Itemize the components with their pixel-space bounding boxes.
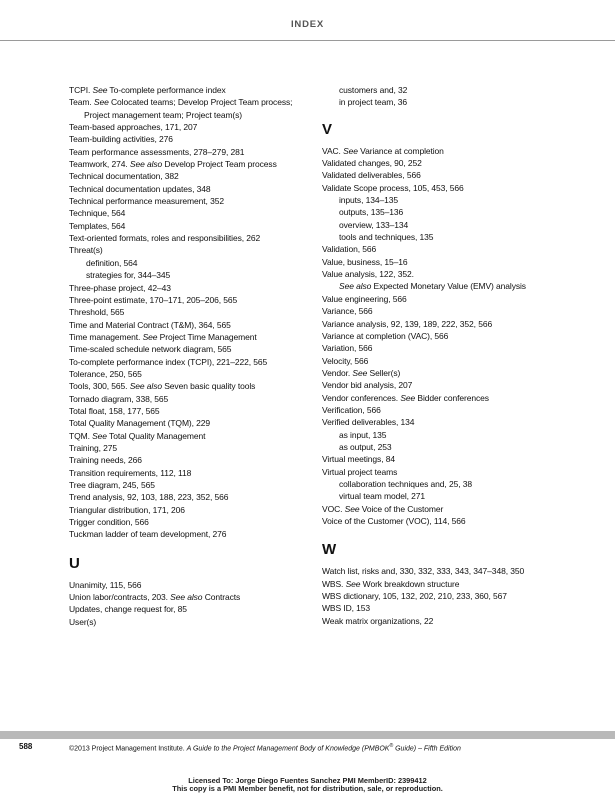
entry-text: Team. — [69, 97, 94, 108]
index-entry — [322, 256, 582, 268]
index-entry — [69, 109, 329, 121]
entry-text: To-complete performance index — [107, 85, 226, 95]
index-subentry — [322, 231, 582, 243]
header-rule — [0, 40, 615, 41]
index-entry — [69, 516, 329, 528]
cross-reference-term: See also — [170, 592, 203, 603]
entry-text: Expected Monetary Value (EMV) analysis — [371, 281, 526, 292]
index-column-left — [69, 84, 329, 628]
entry-text: Validated deliverables, 566 — [322, 170, 421, 181]
entry-text: Total Quality Management (TQM), 229 — [69, 418, 211, 429]
index-entry — [69, 591, 329, 603]
cross-reference-term: Guide) – Fifth Edition — [393, 745, 461, 753]
entry-text: WBS dictionary, 105, 132, 202, 210, 233, 360, 567 — [322, 591, 507, 602]
index-subentry — [69, 269, 329, 281]
cross-reference-term: A Guide to the Project Management Body of Knowledge (PMBOK — [186, 745, 390, 753]
index-entry — [322, 157, 582, 169]
index-entry — [69, 220, 329, 232]
entry-text: Virtual meetings, 84 — [322, 454, 395, 465]
index-entry — [69, 121, 329, 133]
cross-reference-term: See also — [129, 159, 163, 170]
index-entry — [69, 579, 329, 591]
cross-reference-term: See — [345, 578, 361, 589]
page-number: 588 — [19, 742, 33, 751]
entry-text: Voice of the Customer — [359, 503, 444, 514]
entry-text: in project team, 36 — [339, 97, 408, 108]
index-entry — [69, 319, 329, 331]
index-entry — [69, 232, 329, 244]
entry-text: Three-phase project, 42–43 — [69, 282, 171, 293]
entry-text: inputs, 134–135 — [339, 195, 398, 206]
index-subentry — [322, 490, 582, 502]
cross-reference-term: See — [92, 430, 107, 441]
index-entry — [69, 417, 329, 429]
entry-text: Validated changes, 90, 252 — [322, 158, 422, 169]
entry-text: Value engineering, 566 — [322, 293, 407, 304]
cross-reference-term: See — [142, 331, 158, 342]
entry-text: virtual team model, 271 — [339, 491, 426, 502]
index-entry — [69, 616, 329, 628]
entry-text: Team performance assessments, 278–279, 281 — [69, 146, 245, 157]
cross-reference-term: See also — [129, 381, 162, 392]
entry-text: Validate Scope process, 105, 453, 566 — [322, 182, 464, 193]
entry-text: Technical documentation updates, 348 — [69, 183, 211, 194]
entry-text: Velocity, 566 — [322, 355, 369, 366]
entry-text: Union labor/contracts, 203. — [69, 592, 171, 603]
entry-text: Trend analysis, 92, 103, 188, 223, 352, 566 — [69, 492, 229, 503]
footer-citation — [69, 743, 461, 752]
entry-text: definition, 564 — [86, 257, 138, 268]
index-entry — [322, 305, 582, 317]
entry-text: Variance analysis, 92, 139, 189, 222, 352, 566 — [322, 318, 493, 329]
entry-text: Three-point estimate, 170–171, 205–206, 565 — [69, 294, 238, 305]
cross-reference-term: See — [92, 85, 108, 95]
index-entry — [322, 602, 582, 614]
entry-text: User(s) — [69, 616, 97, 627]
index-entry — [69, 207, 329, 219]
entry-text: Voice of the Customer (VOC), 114, 566 — [322, 516, 466, 526]
entry-text: Validation, 566 — [322, 244, 377, 255]
index-column-right — [322, 84, 582, 627]
entry-text: Tools, 300, 565. — [69, 381, 130, 392]
index-entry — [322, 293, 582, 305]
index-entry — [322, 145, 582, 157]
index-entry — [322, 466, 582, 478]
index-entry — [322, 503, 582, 515]
entry-text: Tornado diagram, 338, 565 — [69, 393, 169, 404]
entry-text: Team-building activities, 276 — [69, 134, 173, 145]
section-letter: U — [69, 554, 80, 572]
index-subentry — [322, 206, 582, 218]
entry-text: Variance, 566 — [322, 306, 373, 317]
entry-text: Training, 275 — [69, 442, 117, 453]
entry-text: Team-based approaches, 171, 207 — [69, 122, 198, 133]
index-entry — [322, 590, 582, 602]
section-letter: V — [322, 120, 333, 138]
entry-text: Threshold, 565 — [69, 307, 125, 318]
entry-text: ©2013 Project Management Institute. — [69, 745, 187, 753]
index-entry — [69, 158, 329, 170]
entry-text: outputs, 135–136 — [339, 207, 404, 218]
cross-reference-term: See — [344, 503, 360, 514]
entry-text: Time and Material Contract (T&M), 364, 565 — [69, 319, 231, 330]
index-entry — [322, 330, 582, 342]
entry-text: Vendor conferences. — [322, 392, 401, 403]
entry-text: Verification, 566 — [322, 404, 381, 415]
entry-text: Variance at completion (VAC), 566 — [322, 330, 449, 341]
entry-text: collaboration techniques and, 25, 38 — [339, 478, 472, 489]
entry-text: Bidder conferences — [415, 392, 489, 403]
entry-text: Value analysis, 122, 352. — [322, 269, 414, 280]
entry-text: Tree diagram, 245, 565 — [69, 480, 155, 490]
entry-text: VOC. — [322, 503, 345, 514]
entry-text: Templates, 564 — [69, 220, 126, 231]
index-entry — [322, 268, 582, 280]
index-entry — [69, 368, 329, 380]
entry-text: Time management. — [69, 331, 143, 342]
index-entry — [69, 183, 329, 195]
index-entry — [69, 603, 329, 615]
index-entry — [69, 442, 329, 454]
index-entry — [69, 244, 329, 256]
entry-text: Contracts — [202, 592, 241, 603]
index-subentry — [322, 478, 582, 490]
index-entry — [69, 491, 329, 503]
index-subentry — [322, 84, 582, 96]
index-entry — [69, 528, 329, 540]
entry-text: TQM. — [69, 430, 93, 441]
cross-reference-term: See also — [339, 281, 372, 292]
index-entry — [322, 169, 582, 181]
entry-text: Unanimity, 115, 566 — [69, 579, 142, 590]
entry-text: Updates, change request for, 85 — [69, 604, 187, 615]
entry-text: Training needs, 266 — [69, 455, 142, 466]
entry-text: Vendor bid analysis, 207 — [322, 380, 413, 391]
entry-text: Project management team; Project team(s) — [84, 109, 243, 120]
section-letter: W — [322, 541, 337, 559]
entry-text: Technical documentation, 382 — [69, 171, 179, 182]
entry-text: Teamwork, 274. — [69, 159, 130, 170]
index-entry — [322, 342, 582, 354]
entry-text: Tolerance, 250, 565 — [69, 368, 142, 379]
index-entry — [322, 392, 582, 404]
entry-text: To-complete performance index (TCPI), 221–222, 565 — [69, 356, 268, 367]
entry-text: Verified deliverables, 134 — [322, 417, 415, 428]
index-entry — [69, 479, 329, 491]
entry-text: Value, business, 15–16 — [322, 256, 408, 267]
entry-text: Triangular distribution, 171, 206 — [69, 504, 185, 515]
entry-text: Colocated teams; Develop Project Team process; — [108, 97, 293, 108]
entry-text: Text-oriented formats, roles and responsibilities, 262 — [69, 233, 261, 244]
entry-text: Total Quality Management — [106, 430, 206, 441]
index-entry — [69, 454, 329, 466]
entry-text: VAC. — [322, 145, 344, 156]
footer-band — [0, 731, 615, 739]
entry-text: Time-scaled schedule network diagram, 565 — [69, 344, 232, 355]
entry-text: Weak matrix organizations, 22 — [322, 615, 434, 626]
index-entry — [322, 578, 582, 590]
cross-reference-term: See — [352, 367, 368, 378]
index-entry — [322, 355, 582, 367]
entry-text: Threat(s) — [69, 245, 103, 256]
cross-reference-term: ® — [389, 743, 394, 749]
index-subentry — [322, 194, 582, 206]
index-entry — [69, 96, 329, 108]
index-subentry — [322, 96, 582, 108]
running-header: INDEX — [290, 19, 325, 30]
entry-text: Variance at completion — [357, 145, 444, 156]
entry-text: Watch list, risks and, 330, 332, 333, 343, 347–348, 350 — [322, 566, 525, 577]
index-entry — [322, 515, 582, 527]
entry-text: Seven basic quality tools — [161, 381, 256, 392]
entry-text: overview, 133–134 — [339, 219, 409, 230]
index-subentry — [322, 441, 582, 453]
entry-text: Technical performance measurement, 352 — [69, 196, 224, 207]
index-entry — [322, 243, 582, 255]
index-entry — [322, 453, 582, 465]
entry-text: strategies for, 344–345 — [86, 270, 171, 281]
entry-text: WBS ID, 153 — [322, 603, 371, 614]
license-line-2: This copy is a PMI Member benefit, not for distribution, sale, or reproduction. — [172, 784, 443, 793]
entry-text: Develop Project Team process — [162, 159, 277, 170]
entry-text: Project Time Management — [157, 331, 257, 342]
entry-text: WBS. — [322, 578, 346, 589]
entry-text: Vendor. — [322, 367, 353, 378]
index-entry — [322, 379, 582, 391]
index-entry — [69, 331, 329, 343]
entry-text: Total float, 158, 177, 565 — [69, 405, 160, 416]
index-entry — [322, 182, 582, 194]
index-entry — [69, 343, 329, 355]
index-subentry — [322, 429, 582, 441]
entry-text: customers and, 32 — [339, 85, 408, 95]
entry-text: as input, 135 — [339, 429, 387, 440]
index-entry — [322, 615, 582, 627]
entry-text: Trigger condition, 566 — [69, 517, 149, 528]
entry-text: TCPI. — [69, 85, 93, 95]
index-entry — [69, 306, 329, 318]
cross-reference-term: See — [400, 392, 416, 403]
index-entry — [69, 504, 329, 516]
entry-text: Technique, 564 — [69, 208, 126, 219]
entry-text: Virtual project teams — [322, 466, 398, 477]
entry-text: Seller(s) — [367, 367, 401, 378]
entry-text: tools and techniques, 135 — [339, 232, 434, 243]
entry-text: Variation, 566 — [322, 343, 373, 354]
index-entry — [322, 416, 582, 428]
index-entry — [69, 282, 329, 294]
index-entry — [69, 356, 329, 368]
index-entry — [322, 404, 582, 416]
license-line-1: Licensed To: Jorge Diego Fuentes Sanchez PMI MemberID: 2399412 — [188, 776, 427, 785]
index-entry — [69, 84, 329, 96]
index-entry — [322, 367, 582, 379]
index-entry — [69, 146, 329, 158]
cross-reference-term: See — [93, 97, 109, 108]
index-subentry — [322, 280, 582, 292]
index-subentry — [322, 219, 582, 231]
index-entry — [69, 380, 329, 392]
entry-text: as output, 253 — [339, 441, 392, 452]
entry-text: Tuckman ladder of team development, 276 — [69, 529, 227, 540]
license-notice — [0, 777, 615, 793]
index-entry — [69, 393, 329, 405]
entry-text: Transition requirements, 112, 118 — [69, 467, 192, 478]
index-entry — [69, 467, 329, 479]
index-entry — [322, 565, 582, 577]
index-entry — [322, 318, 582, 330]
index-subentry — [69, 257, 329, 269]
index-entry — [69, 133, 329, 145]
index-entry — [69, 405, 329, 417]
index-entry — [69, 430, 329, 442]
cross-reference-term: See — [343, 145, 358, 156]
entry-text: Work breakdown structure — [360, 578, 460, 589]
index-entry — [69, 294, 329, 306]
index-entry — [69, 195, 329, 207]
index-entry — [69, 170, 329, 182]
